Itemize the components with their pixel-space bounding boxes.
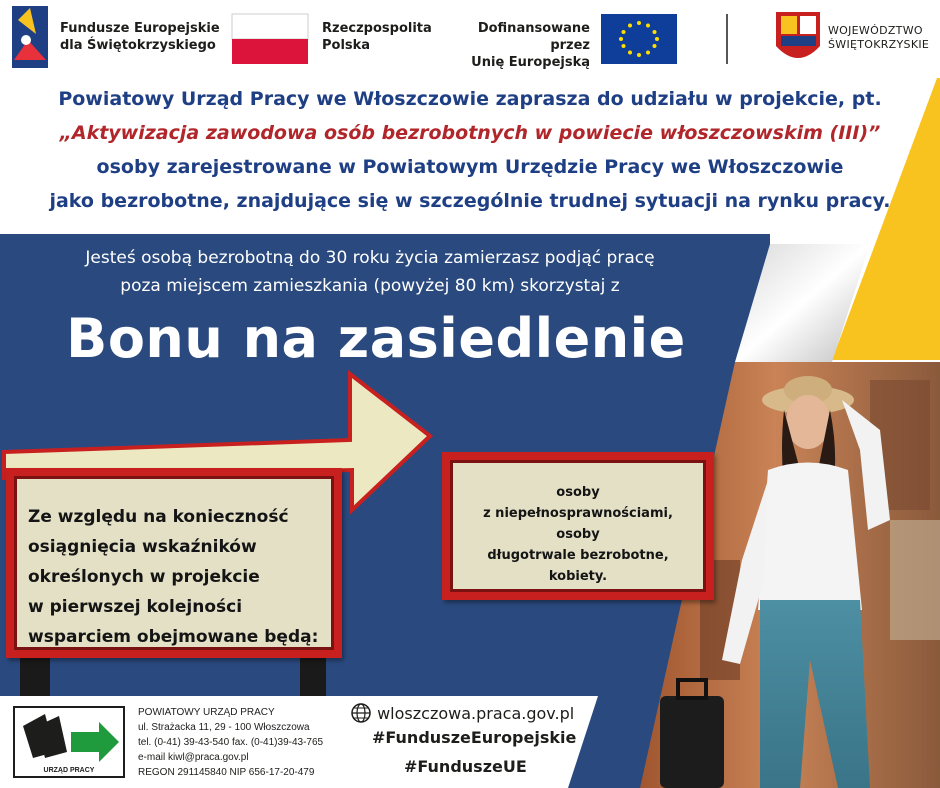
hashtag-fundusze-ue: #FunduszeUE: [404, 757, 527, 776]
eligibility-line: określonych w projekcie: [28, 567, 260, 587]
region-logo-line: ŚWIĘTOKRZYSKIE: [828, 38, 930, 51]
fe-logo-line: Fundusze Europejskie: [60, 21, 220, 36]
offer-headline: Bonu na zasiedlenie: [66, 307, 686, 370]
website-text[interactable]: wloszczowa.praca.gov.pl: [377, 704, 575, 723]
eligibility-line: osiągnięcia wskaźników: [28, 537, 257, 557]
eligibility-line: Ze względu na konieczność: [28, 507, 289, 527]
offer-line: Jesteś osobą bezrobotną do 30 roku życia zamierzasz podjąć pracę: [85, 248, 655, 268]
office-regon: REGON 291145840 NIP 656-17-20-479: [138, 767, 315, 778]
website-link[interactable]: [350, 702, 574, 724]
intro-line: osoby zarejestrowane w Powiatowym Urzędzie Pracy we Włoszczowie: [96, 156, 844, 178]
office-contact-info: [138, 705, 323, 780]
eligibility-line: wsparciem obejmowane będą:: [28, 627, 319, 647]
target-group-line: długotrwale bezrobotne,: [487, 548, 669, 563]
region-logo-line: WOJEWÓDZTWO: [828, 24, 923, 37]
hashtag-fundusze-europejskie: #FunduszeEuropejskie: [372, 728, 577, 747]
logo-label: URZĄD PRACY: [43, 767, 95, 774]
intro-line: Powiatowy Urząd Pracy we Włoszczowie zaprasza do udziału w projekcie, pt.: [58, 88, 882, 110]
rp-logo-line: Rzeczpospolita: [322, 21, 432, 36]
intro-line: jako bezrobotne, znajdujące się w szczególnie trudnej sytuacji na rynku pracy.: [49, 190, 891, 212]
rp-logo-line: Polska: [322, 38, 371, 53]
globe-icon: [350, 702, 372, 724]
project-title: „Aktywizacja zawodowa osób bezrobotnych w powiecie włoszczowskim (III)”: [59, 122, 881, 144]
eu-logo-line: Dofinansowane przez: [477, 21, 590, 53]
target-group-line: kobiety.: [548, 569, 608, 584]
office-phone: tel. (0-41) 39-43-540 fax. (0-41)39-43-765: [138, 737, 324, 748]
eligibility-line: w pierwszej kolejności: [28, 597, 243, 617]
urzad-pracy-logo: [13, 706, 125, 778]
offer-line: poza miejscem zamieszkania (powyżej 80 km) skorzystaj z: [120, 276, 620, 296]
arrow-cards-icon: [15, 708, 123, 768]
office-email[interactable]: e-mail kiwl@praca.gov.pl: [138, 752, 249, 763]
target-group-line: osoby: [556, 485, 600, 500]
fe-logo-line: dla Świętokrzyskiego: [60, 38, 216, 53]
office-address: ul. Strażacka 11, 29 - 100 Włoszczowa: [138, 722, 310, 733]
target-group-line: z niepełnosprawnościami,: [483, 506, 673, 521]
office-name: POWIATOWY URZĄD PRACY: [138, 707, 275, 718]
target-group-line: osoby: [556, 527, 600, 542]
eu-logo-line: Unię Europejską: [471, 55, 590, 70]
